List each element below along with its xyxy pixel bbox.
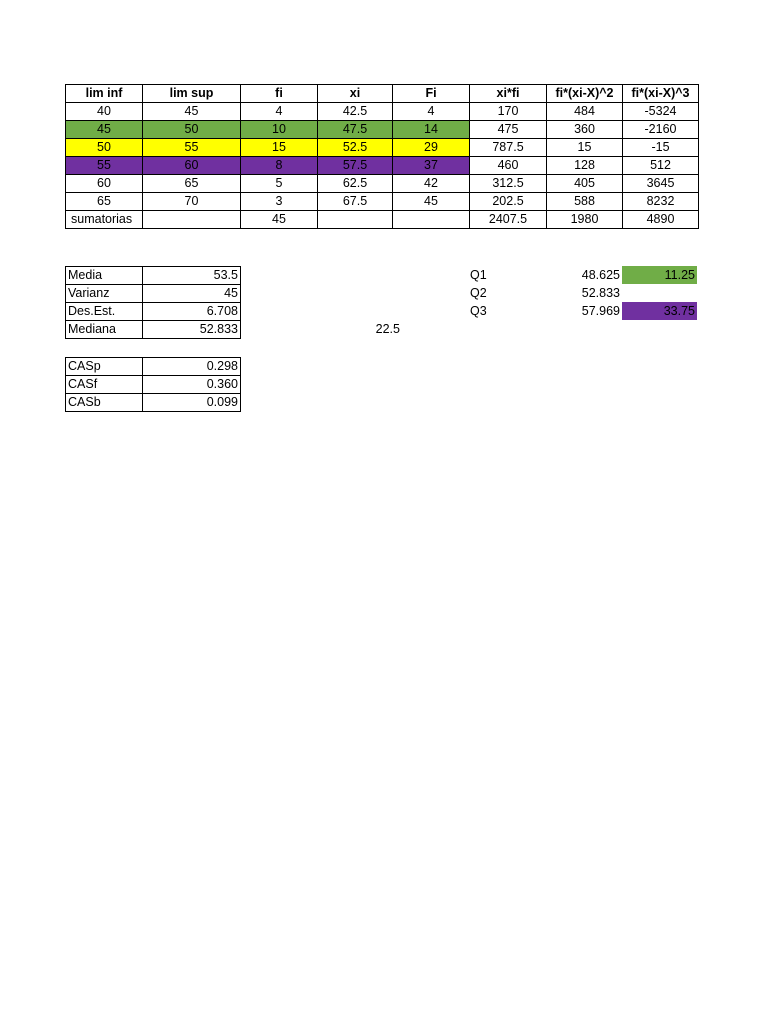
stat-value[interactable]: 45 (143, 285, 241, 303)
table-cell[interactable] (143, 211, 241, 229)
table-cell[interactable] (393, 211, 470, 229)
table-cell[interactable]: 4890 (623, 211, 699, 229)
q1-value[interactable]: 48.625 (581, 268, 620, 282)
stat-label[interactable]: Media (66, 267, 143, 285)
table-row-q1-class (66, 121, 699, 139)
table-cell[interactable]: 460 (470, 157, 547, 175)
table-cell[interactable]: 62.5 (318, 175, 393, 193)
table-cell[interactable]: 512 (623, 157, 699, 175)
stats-row-media (66, 267, 241, 285)
q2-value[interactable]: 52.833 (581, 286, 620, 300)
table-cell[interactable]: 4 (393, 103, 470, 121)
q1-extra[interactable]: 11.25 (622, 266, 697, 284)
table-cell[interactable]: 5 (241, 175, 318, 193)
table-cell[interactable]: 2407.5 (470, 211, 547, 229)
table-cell[interactable]: 45 (66, 121, 143, 139)
table-cell[interactable]: 8232 (623, 193, 699, 211)
table-cell[interactable]: 67.5 (318, 193, 393, 211)
coef-label[interactable]: CASp (66, 358, 143, 376)
header-cell[interactable]: lim sup (143, 85, 241, 103)
table-cell[interactable]: 170 (470, 103, 547, 121)
frequency-table (65, 84, 699, 229)
q3-value[interactable]: 57.969 (581, 304, 620, 318)
table-cell[interactable]: 55 (66, 157, 143, 175)
table-cell[interactable]: 484 (547, 103, 623, 121)
stats-table (65, 266, 241, 339)
table-cell[interactable]: 60 (66, 175, 143, 193)
table-cell[interactable]: 65 (143, 175, 241, 193)
table-cell[interactable]: 50 (66, 139, 143, 157)
table-cell[interactable]: 40 (66, 103, 143, 121)
totals-label[interactable]: sumatorias (66, 211, 143, 229)
stat-value[interactable]: 53.5 (143, 267, 241, 285)
stat-label[interactable]: Des.Est. (66, 303, 143, 321)
header-cell[interactable]: xi (318, 85, 393, 103)
table-row (66, 193, 699, 211)
table-cell[interactable]: 42.5 (318, 103, 393, 121)
table-cell[interactable]: 57.5 (318, 157, 393, 175)
table-cell[interactable]: 15 (241, 139, 318, 157)
stats-row-varianz (66, 285, 241, 303)
header-cell[interactable]: fi*(xi-X)^3 (623, 85, 699, 103)
table-cell[interactable]: 787.5 (470, 139, 547, 157)
table-cell[interactable]: 312.5 (470, 175, 547, 193)
table-cell[interactable]: 202.5 (470, 193, 547, 211)
table-cell[interactable]: 47.5 (318, 121, 393, 139)
header-cell[interactable]: fi (241, 85, 318, 103)
table-cell[interactable]: 45 (393, 193, 470, 211)
table-cell[interactable]: -15 (623, 139, 699, 157)
mediana-aux-cell[interactable]: 22.5 (375, 322, 400, 336)
coef-value[interactable]: 0.099 (143, 394, 241, 412)
table-cell[interactable]: -2160 (623, 121, 699, 139)
table-cell[interactable]: 45 (241, 211, 318, 229)
q1-label[interactable]: Q1 (470, 268, 487, 282)
table-cell[interactable]: 52.5 (318, 139, 393, 157)
table-cell[interactable]: 45 (143, 103, 241, 121)
coef-value[interactable]: 0.298 (143, 358, 241, 376)
coef-label[interactable]: CASf (66, 376, 143, 394)
table-cell[interactable]: 475 (470, 121, 547, 139)
stats-row-desest (66, 303, 241, 321)
table-cell[interactable] (318, 211, 393, 229)
totals-row (66, 211, 699, 229)
q2-label[interactable]: Q2 (470, 286, 487, 300)
table-cell[interactable]: -5324 (623, 103, 699, 121)
table-row-q3-class (66, 157, 699, 175)
coef-row-casb (66, 394, 241, 412)
table-cell[interactable]: 588 (547, 193, 623, 211)
stat-label[interactable]: Mediana (66, 321, 143, 339)
table-cell[interactable]: 50 (143, 121, 241, 139)
header-cell[interactable]: xi*fi (470, 85, 547, 103)
table-cell[interactable]: 55 (143, 139, 241, 157)
table-cell[interactable]: 60 (143, 157, 241, 175)
stat-label[interactable]: Varianz (66, 285, 143, 303)
table-cell[interactable]: 42 (393, 175, 470, 193)
header-row (66, 85, 699, 103)
table-cell[interactable]: 8 (241, 157, 318, 175)
table-cell[interactable]: 70 (143, 193, 241, 211)
skewness-table (65, 357, 241, 412)
header-cell[interactable]: Fi (393, 85, 470, 103)
table-cell[interactable]: 128 (547, 157, 623, 175)
table-row (66, 103, 699, 121)
header-cell[interactable]: fi*(xi-X)^2 (547, 85, 623, 103)
table-cell[interactable]: 37 (393, 157, 470, 175)
stat-value[interactable]: 6.708 (143, 303, 241, 321)
stat-value[interactable]: 52.833 (143, 321, 241, 339)
header-cell[interactable]: lim inf (66, 85, 143, 103)
table-cell[interactable]: 3 (241, 193, 318, 211)
table-cell[interactable]: 1980 (547, 211, 623, 229)
stats-row-mediana (66, 321, 241, 339)
table-cell[interactable]: 14 (393, 121, 470, 139)
table-cell[interactable]: 15 (547, 139, 623, 157)
coef-value[interactable]: 0.360 (143, 376, 241, 394)
table-cell[interactable]: 29 (393, 139, 470, 157)
table-cell[interactable]: 360 (547, 121, 623, 139)
table-cell[interactable]: 10 (241, 121, 318, 139)
table-cell[interactable]: 3645 (623, 175, 699, 193)
coef-label[interactable]: CASb (66, 394, 143, 412)
coef-row-casp (66, 358, 241, 376)
table-cell[interactable]: 405 (547, 175, 623, 193)
table-cell[interactable]: 65 (66, 193, 143, 211)
q3-extra[interactable]: 33.75 (622, 302, 697, 320)
coef-row-casf (66, 376, 241, 394)
table-row-median-class (66, 139, 699, 157)
q3-label[interactable]: Q3 (470, 304, 487, 318)
table-row (66, 175, 699, 193)
table-cell[interactable]: 4 (241, 103, 318, 121)
